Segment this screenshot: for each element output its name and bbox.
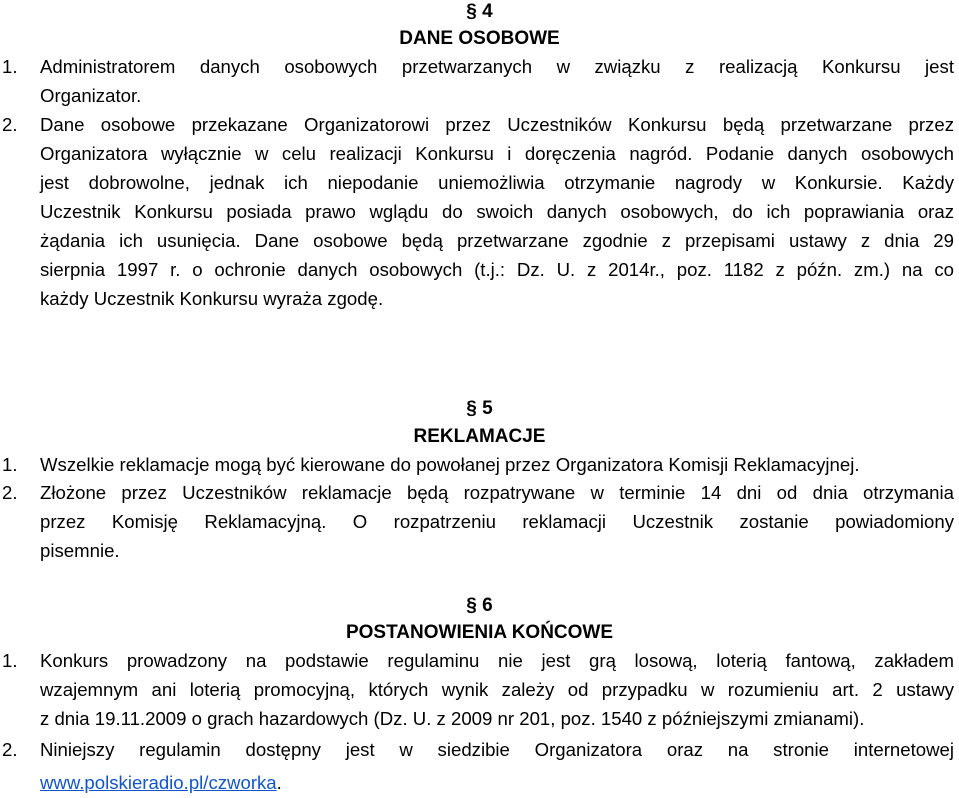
list-number: 2. — [2, 482, 18, 503]
paragraph-line: Złożone przez Uczestników reklamacje będą rozpatrywane w terminie 14 dni od dnia otrzymania — [40, 482, 954, 503]
paragraph-line: Organizatora wyłącznie w celu realizacji Konkursu i doręczenia nagród. Podanie danych osobowych — [40, 143, 954, 164]
paragraph-line: wzajemnym ani loterią promocyjną, których wynik zależy od przypadku w rozumieniu art. 2 ustawy — [40, 679, 954, 700]
section-6-title: POSTANOWIENIA KOŃCOWE — [345, 622, 614, 643]
paragraph-line: jest dobrowolne, jednak ich niepodanie uniemożliwia otrzymanie nagrody w Konkursie. Każdy — [40, 172, 954, 193]
list-number: 2. — [2, 739, 18, 760]
paragraph-line: z dnia 19.11.2009 o grach hazardowych (Dz. U. z 2009 nr 201, poz. 1540 z późniejszymi zmianami). — [40, 708, 865, 729]
paragraph-line: Dane osobowe przekazane Organizatorowi przez Uczestników Konkursu będą przetwarzane przez — [40, 114, 954, 135]
link-suffix: . — [276, 772, 282, 793]
paragraph-line: przez Komisję Reklamacyjną. O rozpatrzeniu reklamacji Uczestnik zostanie powiadomiony — [40, 511, 954, 532]
paragraph-line: żądania ich usunięcia. Dane osobowe będą przetwarzane zgodnie z przepisami ustawy z dnia 29 — [40, 230, 954, 251]
paragraph-line: Niniejszy regulamin dostępny jest w siedzibie Organizatora oraz na stronie internetowej — [40, 739, 954, 760]
paragraph-line-link — [40, 768, 954, 797]
section-6-number: § 6 — [466, 595, 493, 616]
paragraph-line: Administratorem danych osobowych przetwarzanych w związku z realizacją Konkursu jest — [40, 56, 954, 77]
paragraph-line: pisemnie. — [40, 540, 120, 561]
paragraph-line: Konkurs prowadzony na podstawie regulaminu nie jest grą losową, loterią fantową, zakładem — [40, 650, 954, 671]
list-number: 1. — [2, 650, 18, 671]
paragraph-line: Wszelkie reklamacje mogą być kierowane do powołanej przez Organizatora Komisji Reklamacyjnej. — [40, 454, 860, 475]
section-5-number: § 5 — [466, 398, 493, 419]
section-5-title: REKLAMACJE — [413, 426, 546, 447]
list-number: 1. — [2, 56, 18, 77]
list-number: 1. — [2, 454, 18, 475]
section-4-title: DANE OSOBOWE — [399, 28, 560, 49]
section-4-number: § 4 — [466, 1, 493, 22]
paragraph-line: Uczestnik Konkursu posiada prawo wglądu do swoich danych osobowych, do ich poprawiania oraz — [40, 201, 954, 222]
paragraph-line: Organizator. — [40, 85, 142, 106]
website-link[interactable]: www.polskieradio.pl/czworka — [40, 772, 277, 793]
paragraph-line: sierpnia 1997 r. o ochronie danych osobowych (t.j.: Dz. U. z 2014r., poz. 1182 z późn. zm.) na co — [40, 259, 954, 280]
paragraph-line: każdy Uczestnik Konkursu wyraża zgodę. — [40, 288, 384, 309]
list-number: 2. — [2, 114, 18, 135]
